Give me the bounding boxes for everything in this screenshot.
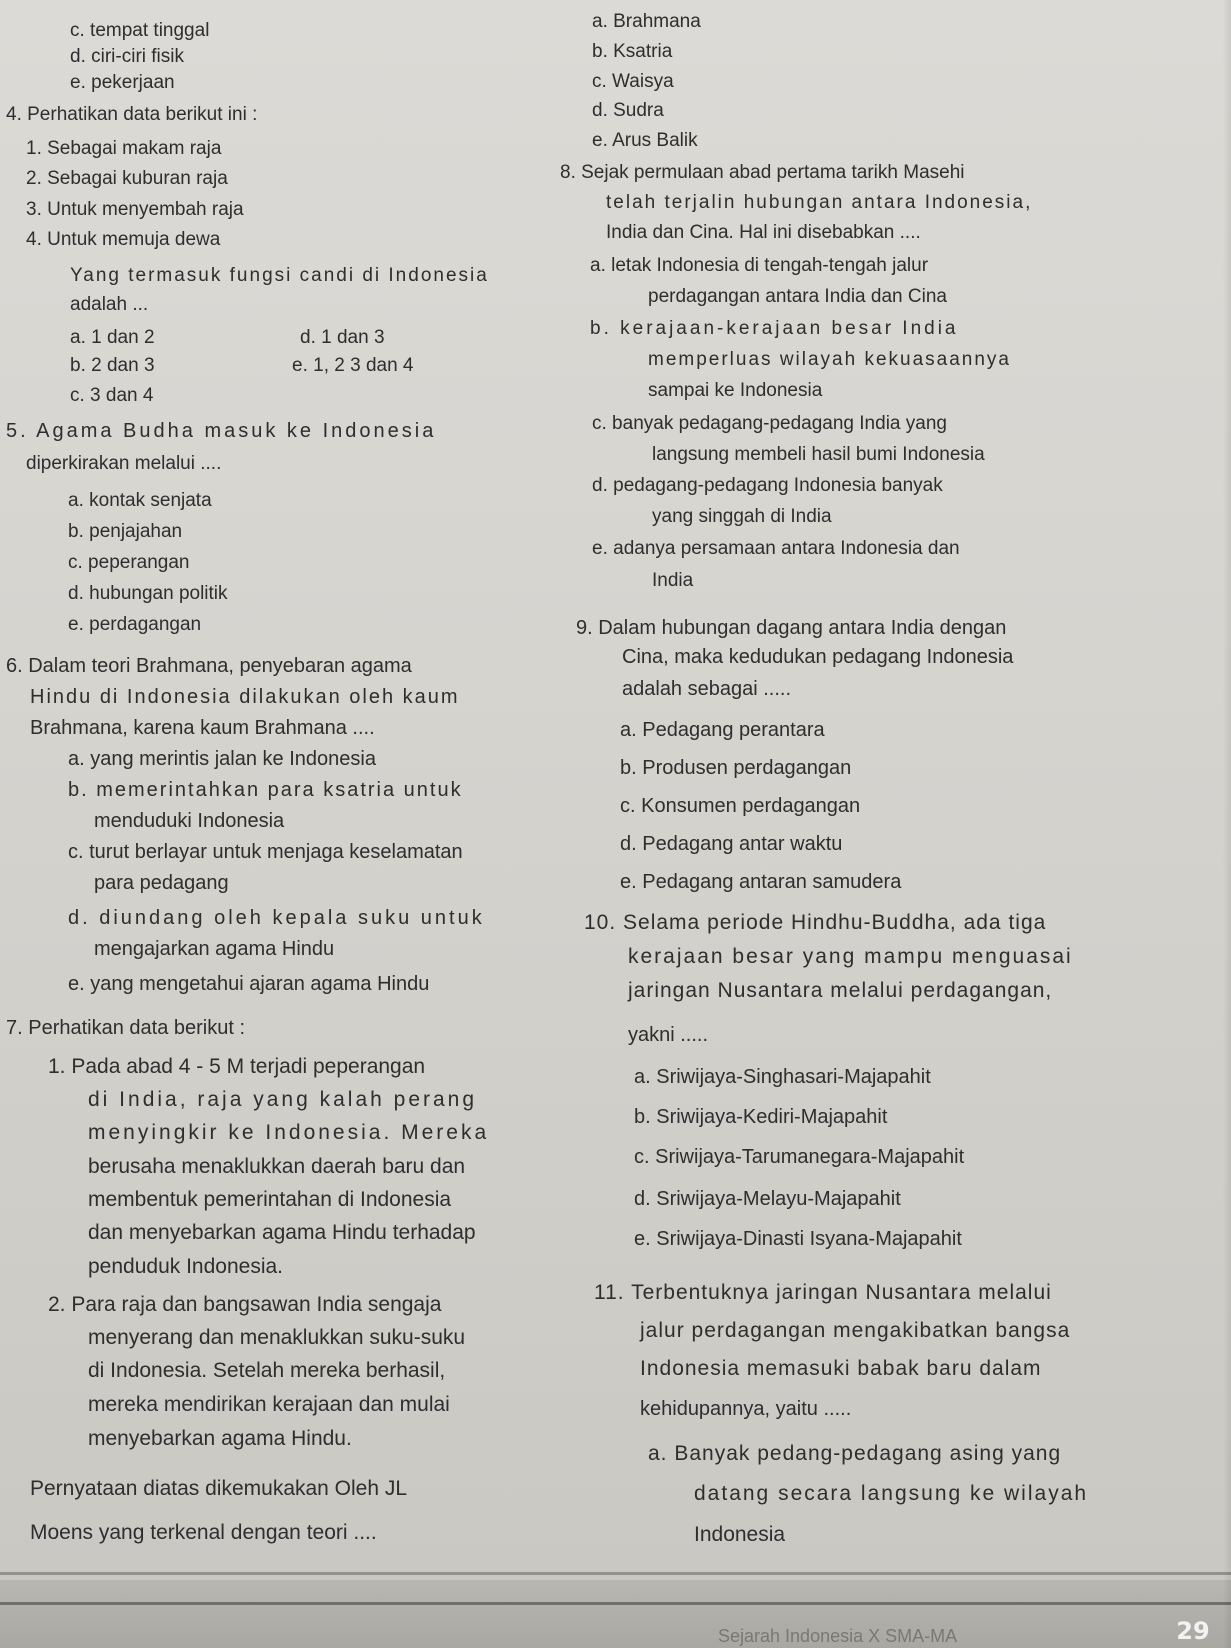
q8-option-c-line1: c. banyak pedagang-pedagang India yang bbox=[592, 413, 947, 434]
q7-s2-line3: di Indonesia. Setelah mereka berhasil, bbox=[88, 1359, 446, 1382]
q6-line1: 6. Dalam teori Brahmana, penyebaran agama bbox=[6, 655, 412, 677]
footer-band bbox=[0, 1580, 1231, 1648]
q6-option-b-line2: menduduki Indonesia bbox=[94, 810, 285, 832]
q5-option-e: e. perdagangan bbox=[68, 614, 202, 635]
q10-line3: jaringan Nusantara melalui perdagangan, bbox=[628, 979, 1053, 1002]
q6-option-e: e. yang mengetahui ajaran agama Hindu bbox=[68, 973, 430, 995]
q7-s2-line2: menyerang dan menaklukkan suku-suku bbox=[88, 1326, 466, 1349]
q10-option-c: c. Sriwijaya-Tarumanegara-Majapahit bbox=[634, 1146, 965, 1168]
q3-option-a: a. Brahmana bbox=[592, 11, 701, 32]
q9-line1: 9. Dalam hubungan dagang antara India dengan bbox=[576, 617, 1007, 639]
q9-option-d: d. Pedagang antar waktu bbox=[620, 833, 843, 855]
q8-option-b-line2: memperluas wilayah kekuasaannya bbox=[648, 349, 1011, 370]
q4-option-e: e. 1, 2 3 dan 4 bbox=[292, 355, 414, 376]
q8-option-b-line3: sampai ke Indonesia bbox=[648, 380, 823, 401]
q5-option-d: d. hubungan politik bbox=[68, 583, 228, 604]
q8-option-d-line2: yang singgah di India bbox=[652, 506, 832, 527]
q10-option-a: a. Sriwijaya-Singhasari-Majapahit bbox=[634, 1066, 931, 1088]
q6-option-d-line1: d. diundang oleh kepala suku untuk bbox=[68, 907, 485, 929]
q11-option-a-line3: Indonesia bbox=[694, 1523, 786, 1546]
q3-option-d: d. ciri-ciri fisik bbox=[70, 46, 184, 67]
q4-option-c: c. 3 dan 4 bbox=[70, 385, 154, 406]
q5-option-b: b. penjajahan bbox=[68, 521, 183, 542]
q6-line2: Hindu di Indonesia dilakukan oleh kaum bbox=[30, 686, 460, 708]
q7-closing-line1: Pernyataan diatas dikemukakan Oleh JL bbox=[30, 1477, 408, 1500]
q5-line1: 5. Agama Budha masuk ke Indonesia bbox=[6, 420, 437, 442]
q8-line3: India dan Cina. Hal ini disebabkan .... bbox=[606, 222, 921, 243]
q11-line4: kehidupannya, yaitu ..... bbox=[640, 1398, 852, 1420]
q6-option-a: a. yang merintis jalan ke Indonesia bbox=[68, 748, 376, 770]
q3-option-d-right: d. Sudra bbox=[592, 100, 664, 121]
q11-line3: Indonesia memasuki babak baru dalam bbox=[640, 1357, 1042, 1380]
q10-line1: 10. Selama periode Hindhu-Buddha, ada tiga bbox=[584, 911, 1047, 934]
q4-item-3: 3. Untuk menyembah raja bbox=[26, 199, 244, 220]
q4-prompt-line1: Yang termasuk fungsi candi di Indonesia bbox=[70, 265, 489, 286]
q7-s1-line4: berusaha menaklukkan daerah baru dan bbox=[88, 1155, 466, 1178]
q3-option-e-right: e. Arus Balik bbox=[592, 130, 698, 151]
q6-option-b-line1: b. memerintahkan para ksatria untuk bbox=[68, 779, 463, 801]
q11-line2: jalur perdagangan mengakibatkan bangsa bbox=[640, 1319, 1071, 1342]
q8-option-a-line2: perdagangan antara India dan Cina bbox=[648, 286, 947, 307]
page-edge-shadow bbox=[1223, 0, 1231, 1648]
footer-book-title: Sejarah Indonesia X SMA-MA bbox=[718, 1626, 958, 1646]
q4-item-1: 1. Sebagai makam raja bbox=[26, 138, 222, 159]
q7-s1-line6: dan menyebarkan agama Hindu terhadap bbox=[88, 1221, 476, 1244]
q4-option-b: b. 2 dan 3 bbox=[70, 355, 155, 376]
q9-option-c: c. Konsumen perdagangan bbox=[620, 795, 861, 817]
q8-option-b-line1: b. kerajaan-kerajaan besar India bbox=[590, 318, 959, 339]
q10-option-d: d. Sriwijaya-Melayu-Majapahit bbox=[634, 1188, 901, 1210]
q7-s1-line5: membentuk pemerintahan di Indonesia bbox=[88, 1188, 452, 1211]
q7-closing-line2: Moens yang terkenal dengan teori .... bbox=[30, 1521, 377, 1544]
q4-prompt-line2: adalah ... bbox=[70, 294, 149, 315]
q6-option-c-line2: para pedagang bbox=[94, 872, 229, 894]
q8-option-c-line2: langsung membeli hasil bumi Indonesia bbox=[652, 444, 985, 465]
q9-option-a: a. Pedagang perantara bbox=[620, 719, 825, 741]
q10-option-b: b. Sriwijaya-Kediri-Majapahit bbox=[634, 1106, 888, 1128]
q8-option-a-line1: a. letak Indonesia di tengah-tengah jalur bbox=[590, 255, 929, 276]
q6-option-d-line2: mengajarkan agama Hindu bbox=[94, 938, 335, 960]
q5-line2: diperkirakan melalui .... bbox=[26, 453, 222, 474]
footer-divider bbox=[0, 1602, 1231, 1605]
q7-s2-line4: mereka mendirikan kerajaan dan mulai bbox=[88, 1393, 450, 1416]
q4-question: 4. Perhatikan data berikut ini : bbox=[6, 104, 258, 125]
q7-question: 7. Perhatikan data berikut : bbox=[6, 1017, 246, 1039]
q11-line1: 11. Terbentuknya jaringan Nusantara melalui bbox=[594, 1281, 1052, 1304]
q4-item-4: 4. Untuk memuja dewa bbox=[26, 229, 221, 250]
q8-option-e-line2: India bbox=[652, 570, 694, 591]
q8-option-d-line1: d. pedagang-pedagang Indonesia banyak bbox=[592, 475, 943, 496]
q11-option-a-line1: a. Banyak pedang-pedagang asing yang bbox=[648, 1442, 1062, 1465]
q8-line2: telah terjalin hubungan antara Indonesia, bbox=[606, 192, 1033, 213]
q3-option-c-right: c. Waisya bbox=[592, 71, 674, 92]
q7-s1-line1: 1. Pada abad 4 - 5 M terjadi peperangan bbox=[48, 1055, 426, 1078]
q9-option-e: e. Pedagang antaran samudera bbox=[620, 871, 902, 893]
q4-item-2: 2. Sebagai kuburan raja bbox=[26, 168, 228, 189]
page-number: 29 bbox=[1176, 1617, 1210, 1645]
footer-divider-top bbox=[0, 1572, 1231, 1575]
q3-option-c: c. tempat tinggal bbox=[70, 20, 210, 41]
q7-s1-line3: menyingkir ke Indonesia. Mereka bbox=[88, 1121, 490, 1144]
q6-option-c-line1: c. turut berlayar untuk menjaga keselamatan bbox=[68, 841, 463, 863]
q10-option-e: e. Sriwijaya-Dinasti Isyana-Majapahit bbox=[634, 1228, 962, 1250]
q10-line4: yakni ..... bbox=[628, 1024, 709, 1046]
q6-line3: Brahmana, karena kaum Brahmana .... bbox=[30, 717, 375, 739]
q9-option-b: b. Produsen perdagangan bbox=[620, 757, 852, 779]
q7-s1-line7: penduduk Indonesia. bbox=[88, 1255, 283, 1278]
q7-s2-line5: menyebarkan agama Hindu. bbox=[88, 1427, 352, 1450]
q7-s2-line1: 2. Para raja dan bangsawan India sengaja bbox=[48, 1293, 442, 1316]
q5-option-c: c. peperangan bbox=[68, 552, 190, 573]
q11-option-a-line2: datang secara langsung ke wilayah bbox=[694, 1482, 1089, 1505]
q7-s1-line2: di India, raja yang kalah perang bbox=[88, 1088, 478, 1111]
q8-line1: 8. Sejak permulaan abad pertama tarikh Masehi bbox=[560, 162, 965, 183]
q3-option-e: e. pekerjaan bbox=[70, 72, 175, 93]
q9-line3: adalah sebagai ..... bbox=[622, 678, 792, 700]
q9-line2: Cina, maka kedudukan pedagang Indonesia bbox=[622, 646, 1014, 668]
q8-option-e-line1: e. adanya persamaan antara Indonesia dan bbox=[592, 538, 960, 559]
q4-option-a: a. 1 dan 2 bbox=[70, 327, 155, 348]
q10-line2: kerajaan besar yang mampu menguasai bbox=[628, 945, 1073, 968]
q3-option-b: b. Ksatria bbox=[592, 41, 673, 62]
q4-option-d: d. 1 dan 3 bbox=[300, 327, 385, 348]
q5-option-a: a. kontak senjata bbox=[68, 490, 212, 511]
